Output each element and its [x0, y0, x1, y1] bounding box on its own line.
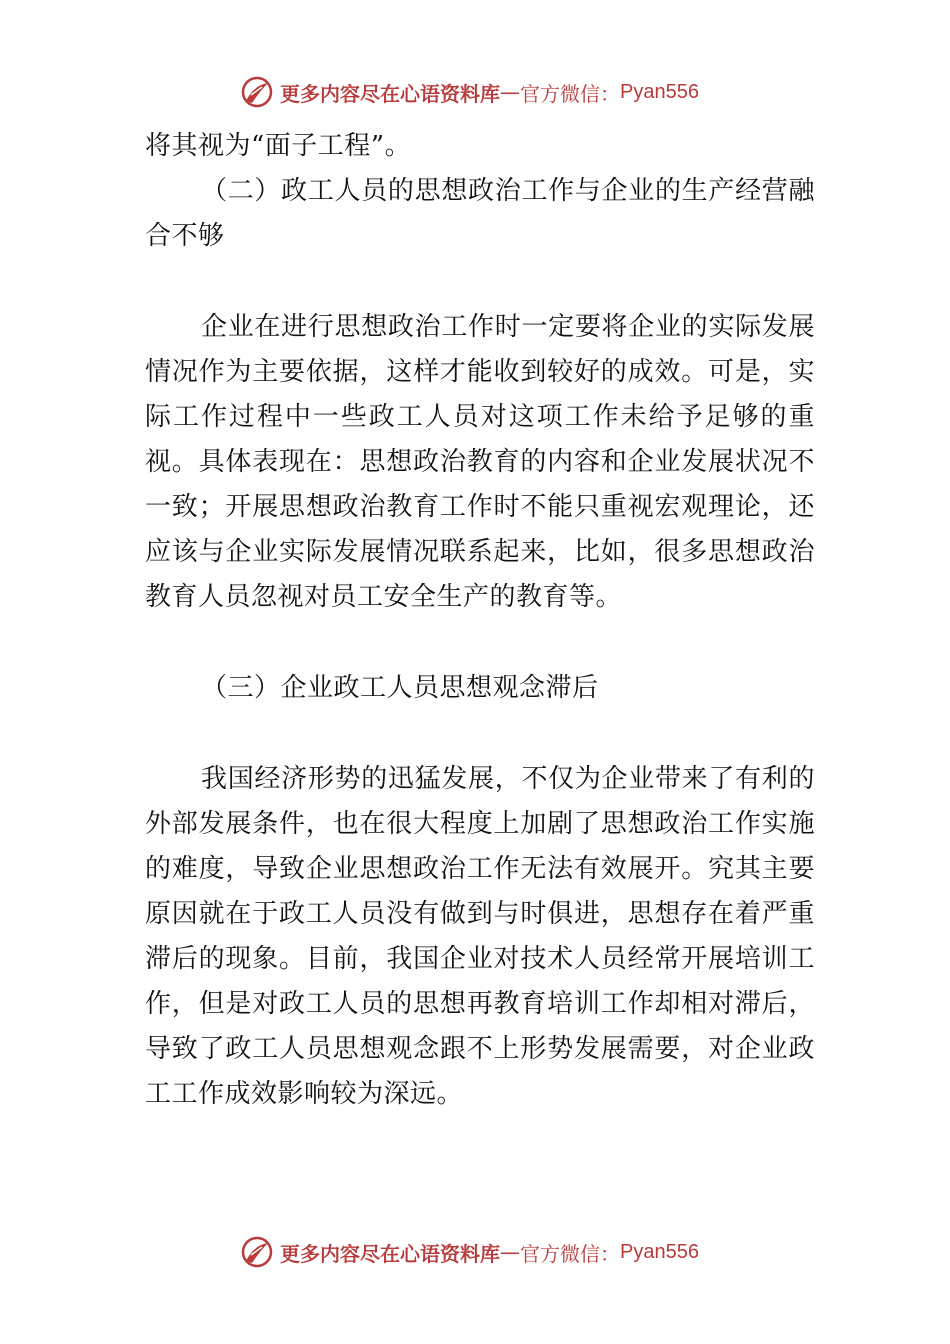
header-banner: [240, 72, 699, 112]
footer-banner: [240, 1232, 699, 1272]
wechat-id: Pyan556: [620, 1240, 699, 1263]
brand-name: 更多内容尽在心语资料库: [280, 1241, 500, 1266]
brand-name: 更多内容尽在心语资料库: [280, 81, 500, 106]
logo-icon: [240, 75, 274, 109]
paragraph-body-1: 企业在进行思想政治工作时一定要将企业的实际发展情况作为主要依据，这样才能收到较好的成效。可是，实际工作过程中一些政工人员对这项工作未给予足够的重视。具体表现在：思想政治教育的内容和企业发展状况不一致；开展思想政治教育工作时不能只重视宏观理论，还应该与企业实际发展情况联系起来，比如，很多思想政治教育人员忽视对员工安全生产的教育等。: [145, 312, 815, 612]
wechat-id: Pyan556: [620, 80, 699, 103]
banner-dash: —: [500, 80, 520, 104]
section-heading-3: （三）企业政工人员思想观念滞后: [201, 673, 599, 703]
wechat-label: 官方微信：: [520, 81, 620, 106]
banner-dash: —: [500, 1240, 520, 1264]
paragraph-continuation: 将其视为“面子工程”。: [145, 131, 412, 161]
paragraph-body-2: 我国经济形势的迅猛发展，不仅为企业带来了有利的外部发展条件，也在很大程度上加剧了思想政治工作实施的难度，导致企业思想政治工作无法有效展开。究其主要原因就在于政工人员没有做到与时俱进，思想存在着严重滞后的现象。目前，我国企业对技术人员经常开展培训工作，但是对政工人员的思想再教育培训工作却相对滞后，导致了政工人员思想观念跟不上形势发展需要，对企业政工工作成效影响较为深远。: [145, 764, 815, 1109]
wechat-label: 官方微信：: [520, 1241, 620, 1266]
section-heading-2: （二）政工人员的思想政治工作与企业的生产经营融合不够: [145, 176, 815, 251]
logo-icon: [240, 1235, 274, 1269]
document-body: [145, 124, 815, 1117]
